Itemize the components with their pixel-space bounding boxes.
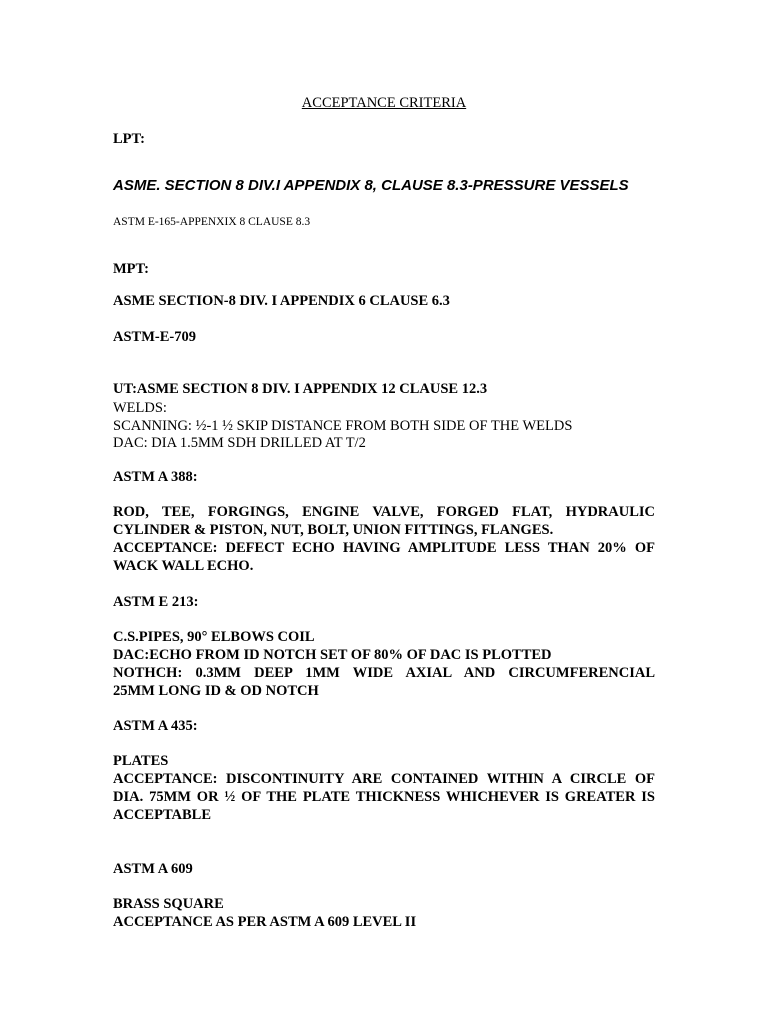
astm-a388-acceptance: ACCEPTANCE: DEFECT ECHO HAVING AMPLITUDE LESS THAN 20% OF: [113, 540, 655, 556]
astm-e213-notch-cont: 25MM LONG ID & OD NOTCH: [113, 683, 319, 699]
ut-welds: WELDS:: [113, 400, 167, 416]
astm-e213-label: ASTM E 213:: [113, 594, 199, 610]
lpt-astm-reference: ASTM E-165-APPENXIX 8 CLAUSE 8.3: [113, 216, 311, 228]
astm-a435-acceptance: ACCEPTANCE: DISCONTINUITY ARE CONTAINED WITHIN A CIRCLE OF: [113, 771, 655, 787]
astm-e213-notch: NOTHCH: 0.3MM DEEP 1MM WIDE AXIAL AND CIRCUMFERENCIAL: [113, 665, 655, 681]
astm-a388-label: ASTM A 388:: [113, 469, 198, 485]
astm-a609-line-1: BRASS SQUARE: [113, 896, 224, 912]
astm-e213-line-1: C.S.PIPES, 90° ELBOWS COIL: [113, 629, 315, 645]
mpt-asme-reference: ASME SECTION-8 DIV. I APPENDIX 6 CLAUSE 6.3: [113, 293, 450, 309]
astm-a388-acceptance-cont: WACK WALL ECHO.: [113, 558, 254, 574]
astm-a388-line-2: CYLINDER & PISTON, NUT, BOLT, UNION FITTINGS, FLANGES.: [113, 522, 554, 538]
astm-a435-acceptable: ACCEPTABLE: [113, 807, 212, 823]
mpt-label: MPT:: [113, 261, 149, 277]
lpt-label: LPT:: [113, 131, 145, 147]
astm-a388-line-1: ROD, TEE, FORGINGS, ENGINE VALVE, FORGED FLAT, HYDRAULIC: [113, 504, 655, 520]
mpt-astm-reference: ASTM-E-709: [113, 329, 196, 345]
astm-a435-acceptance-cont: DIA. 75MM OR ½ OF THE PLATE THICKNESS WHICHEVER IS GREATER IS: [113, 789, 655, 805]
astm-a609-label: ASTM A 609: [113, 861, 193, 877]
astm-a435-label: ASTM A 435:: [113, 718, 198, 734]
lpt-asme-reference: ASME. SECTION 8 DIV.I APPENDIX 8, CLAUSE 8.3-PRESSURE VESSELS: [113, 177, 629, 194]
ut-dac: DAC: DIA 1.5MM SDH DRILLED AT T/2: [113, 435, 366, 451]
page-title: ACCEPTANCE CRITERIA: [301, 95, 467, 111]
ut-scanning: SCANNING: ½-1 ½ SKIP DISTANCE FROM BOTH SIDE OF THE WELDS: [113, 418, 573, 434]
astm-e213-dac: DAC:ECHO FROM ID NOTCH SET OF 80% OF DAC IS PLOTTED: [113, 647, 552, 663]
astm-a609-acceptance: ACCEPTANCE AS PER ASTM A 609 LEVEL II: [113, 914, 417, 930]
astm-a435-line-1: PLATES: [113, 753, 169, 769]
ut-heading: UT:ASME SECTION 8 DIV. I APPENDIX 12 CLAUSE 12.3: [113, 381, 488, 397]
